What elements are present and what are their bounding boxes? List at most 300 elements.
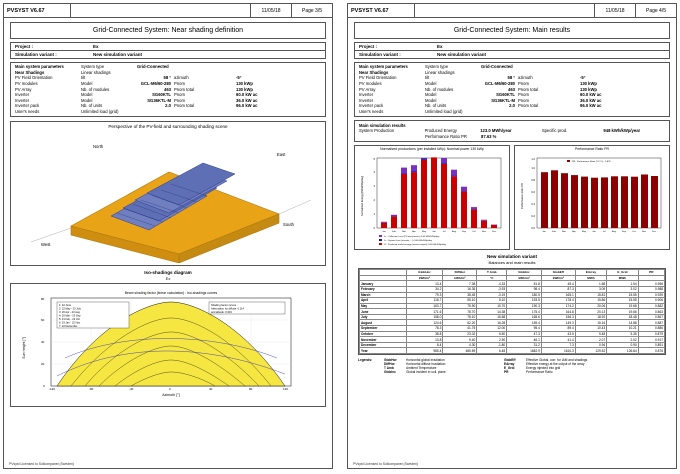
legend-key: GlobHor (384, 358, 397, 363)
svg-text:7: 22 December: 7: 22 December (59, 325, 78, 329)
param-name: Inverter (359, 92, 374, 98)
svg-text:6: 19 Jan - 22 Nov: 6: 19 Jan - 22 Nov (59, 321, 81, 325)
project-info-box (10, 42, 326, 59)
cell-value: 16.28 (477, 320, 507, 326)
cell-value: 5.35 (607, 331, 638, 337)
th-egrid: E_Grid (607, 270, 638, 276)
page-header-right (348, 4, 676, 18)
cell-value: 485.59 (443, 348, 477, 354)
svg-text:Aug: Aug (612, 231, 616, 234)
app-logo: PVSYST V6.67 (4, 4, 71, 17)
cell-value: 175.4 (507, 309, 542, 315)
cell-value: 126.84 (607, 348, 638, 354)
param-sub2: Pnom total (174, 103, 195, 109)
svg-text:Nov: Nov (642, 231, 646, 234)
cell-value: 31.2 (507, 342, 542, 348)
param-val2: 130 kWp (580, 81, 597, 87)
table-body (360, 281, 665, 354)
chart1-caption: Normalized productions (per installed kWp): Nominal power 130 kWp (380, 147, 484, 152)
param-val: SG36KTL-M (491, 97, 515, 103)
cell-value: 14.88 (607, 320, 638, 326)
cell-value: 15.81 (575, 292, 606, 298)
cell-value: 75.90 (443, 303, 477, 309)
params-head: Main system parameters (15, 64, 64, 70)
cell-value: 163.7 (406, 303, 443, 309)
svg-text:40: 40 (41, 340, 45, 345)
compass-south: South (283, 222, 294, 228)
param-val: 463 (164, 86, 171, 92)
cell-value: 178.4 (541, 298, 575, 304)
legend-key: EArray (504, 362, 515, 367)
cell-value: 13.4 (406, 281, 443, 287)
svg-text:60: 60 (41, 318, 45, 323)
cell-value: 19.68 (607, 303, 638, 309)
param-name: Near Shadings (15, 69, 45, 75)
iso-title-text: Beam shading factor (linear calculation) : Iso-shadings curves (124, 291, 218, 296)
cell-value: 15.86 (575, 298, 606, 304)
cell-value: 0.917 (638, 337, 664, 343)
app-logo: PVSYST V6.67 (348, 4, 415, 17)
cell-value: 118.7 (406, 298, 443, 304)
param-val: 58 ° (163, 75, 171, 81)
row-label: December (360, 342, 407, 348)
cell-value: 89.4 (541, 326, 575, 332)
system-type-label: System type (81, 64, 105, 70)
header-page-number: Page 3/5 (291, 4, 332, 17)
svg-text:Apr: Apr (412, 231, 416, 234)
project-label: Project : (15, 44, 34, 49)
param-val: 2.0 (509, 103, 515, 109)
svg-text:4: 20 Mar - 23 Sep: 4: 20 Mar - 23 Sep (59, 314, 81, 318)
legends-title: Legends: (358, 358, 373, 363)
cell-value: 20.06 (575, 303, 606, 309)
cell-value: 16.68 (477, 314, 507, 320)
param-sub2: azimuth (174, 75, 189, 81)
svg-text:0: 0 (373, 227, 375, 231)
page-title-box (10, 22, 326, 39)
svg-text:80: 80 (249, 387, 253, 392)
variant-label: Simulation variant : (359, 52, 401, 57)
svg-text:Sep: Sep (622, 231, 626, 234)
cell-value: 16.35 (443, 286, 477, 292)
compass-east: East (277, 152, 286, 158)
param-sub: Nb. of modules (81, 86, 110, 92)
param-sub: Model (81, 97, 93, 103)
cell-value: 0.876 (638, 348, 664, 354)
cell-value: 0.867 (638, 314, 664, 320)
svg-text:Lc : Collection Loss (PV-array: Lc : Collection Loss (PV-array losses) 0.45 kWh/kWp/day (384, 236, 440, 239)
row-label: February (360, 286, 407, 292)
iso-chart-svg (11, 284, 327, 406)
svg-text:1.2: 1.2 (531, 158, 535, 162)
svg-text:May: May (581, 231, 587, 234)
project-row (11, 43, 325, 50)
svg-text:Attenuation for diffuse: 0.114: Attenuation for diffuse: 0.114 (211, 307, 244, 311)
param-sub2: Pnom (518, 92, 529, 98)
cell-value: 0.879 (638, 331, 664, 337)
cell-value: 38.8 (406, 331, 443, 337)
svg-text:Jun: Jun (592, 231, 596, 234)
cell-value: 193.5 (507, 298, 542, 304)
cell-value: 2.07 (575, 337, 606, 343)
pr-value: 87.63 % (481, 133, 497, 139)
param-sub: Nb. of modules (425, 86, 454, 92)
page-main-results (347, 3, 677, 469)
row-label: June (360, 309, 407, 315)
svg-text:1: 22 June: 1: 22 June (59, 304, 72, 308)
param-val2: 96.0 kW ac (236, 103, 258, 109)
cell-value: 0.886 (638, 326, 664, 332)
param-val2: 36.0 kW ac (236, 97, 258, 103)
param-val2: 130 kWp (236, 81, 253, 87)
cell-value: 10.43 (575, 326, 606, 332)
cell-value: 2.02 (607, 337, 638, 343)
param-row (11, 109, 325, 115)
cell-value: 0.887 (638, 320, 664, 326)
svg-text:0.4: 0.4 (531, 203, 535, 207)
param-val2: 130 kWp (236, 86, 253, 92)
pr-label: Performance Ratio PR (425, 133, 467, 139)
page-title-box (354, 22, 670, 39)
svg-text:3: 20 Apr - 23 Aug: 3: 20 Apr - 23 Aug (59, 311, 80, 315)
cell-value: -0.19 (477, 292, 507, 298)
param-sub2: Pnom (174, 81, 185, 87)
cell-value: 95.4 (507, 326, 542, 332)
charts-row (354, 145, 670, 250)
legend-value: Energy injected into grid (526, 366, 561, 371)
param-sub2: Pnom (518, 97, 529, 103)
th-globeff: GlobEff (541, 270, 575, 276)
param-val: SG36KTL-M (147, 97, 171, 103)
iso-subcaption: Ex (165, 276, 171, 282)
cell-value: 5.10 (477, 298, 507, 304)
svg-text:80: 80 (41, 297, 45, 302)
param-sub2: azimuth (518, 75, 533, 81)
header-date: 11/05/18 (250, 4, 291, 17)
svg-text:4: 4 (373, 171, 375, 175)
svg-text:40: 40 (209, 387, 213, 392)
tu-globinc: kWh/m² (507, 275, 542, 281)
param-sub2: Pnom (174, 92, 185, 98)
param-name: PV modules (15, 81, 38, 87)
svg-text:Aug: Aug (452, 231, 456, 234)
cell-value: 4.30 (443, 342, 477, 348)
cell-value: 19.66 (607, 309, 638, 315)
svg-text:5: 21 Feb - 23 Oct: 5: 21 Feb - 23 Oct (59, 318, 80, 322)
cell-value: 174.2 (541, 303, 575, 309)
cell-value: 0.988 (638, 286, 664, 292)
specific-value: 948 kWh/kWp/year (603, 128, 641, 134)
cell-value: 43.5 (541, 331, 575, 337)
cell-value: 165.1 (541, 292, 575, 298)
cell-value: 10.21 (607, 326, 638, 332)
legend-key: GlobEff (504, 358, 516, 363)
cell-value: 1682.9 (507, 348, 542, 354)
chart1-ylabel-text: Normalized Energy [kWh/kWp/day] (361, 176, 364, 217)
param-sub: Model (425, 92, 437, 98)
svg-text:0.0: 0.0 (531, 227, 535, 231)
cell-value: 985.4 (406, 348, 443, 354)
produced-label: Produced Energy (424, 128, 457, 134)
legend-value: Global incident in coll. plane (406, 370, 446, 375)
param-sub2: Pnom total (518, 86, 539, 92)
scene-svg (11, 130, 325, 263)
tu-egrid: MWh (607, 275, 638, 281)
svg-text:Jun: Jun (432, 231, 436, 234)
cell-value: 15.55 (607, 298, 638, 304)
svg-text:0: 0 (43, 384, 45, 389)
th-diffhor: DiffHor (443, 270, 477, 276)
param-sub2: Pnom total (174, 86, 195, 92)
svg-text:Mar: Mar (402, 231, 406, 234)
svg-text:Mar: Mar (562, 231, 566, 234)
svg-text:Feb: Feb (392, 231, 396, 234)
table-row (360, 348, 665, 354)
chart2-ylabel-text: Performance Ratio PR (521, 183, 524, 210)
row-label: March (360, 292, 407, 298)
results-head: Main simulation results (359, 122, 406, 128)
param-row (355, 109, 669, 115)
cell-value: 0.956 (638, 281, 664, 287)
cell-value: 34.2 (406, 286, 443, 292)
param-name: PV Array (359, 86, 376, 92)
header-spacer (415, 4, 594, 17)
header-page-number: Page 4/5 (635, 4, 676, 17)
tu-globeff: kWh/m² (541, 275, 575, 281)
legends-col-left (384, 358, 504, 374)
cell-value: 45.4 (541, 281, 575, 287)
results-sub: System Production (359, 128, 395, 134)
param-name: PV Field Orientation (15, 75, 53, 81)
param-sub2: Pnom total (518, 103, 539, 109)
param-val: SG60KTL (152, 92, 171, 98)
param-sub2: Pnom (518, 81, 529, 87)
param-sub: tilt (81, 75, 86, 81)
results-row (355, 128, 669, 134)
cell-value: 6.48 (477, 348, 507, 354)
param-sub: Unlimited load (grid) (425, 109, 463, 115)
chart1-svg (355, 152, 507, 248)
main-system-parameters-left (10, 62, 326, 117)
param-val: SG60KTL (496, 92, 515, 98)
cell-value: 0.906 (638, 298, 664, 304)
param-sub: Model (81, 81, 93, 87)
row-label: July (360, 314, 407, 320)
svg-text:120: 120 (283, 387, 289, 392)
row-label: May (360, 303, 407, 309)
cell-value: 13.8 (406, 337, 443, 343)
variant-value: New simulation variant (437, 52, 487, 57)
legend-value: Effective Global, corr. for IAM and shadings (526, 358, 588, 363)
pv-field-3d-scene (11, 130, 325, 265)
legends-col-right (504, 358, 624, 374)
cell-value: 78.3 (406, 326, 443, 332)
legend-value: Performance Ratio (526, 370, 553, 375)
cell-value: 171.6 (406, 309, 443, 315)
th-pr: PR (638, 270, 664, 276)
cell-value: 20.13 (575, 309, 606, 315)
project-row (355, 43, 669, 50)
cell-value: 18.48 (607, 314, 638, 320)
param-val: 2.0 (165, 103, 171, 109)
page-title: Grid-Connected System: Near shading definition (92, 27, 244, 34)
cell-value: 46.1 (507, 337, 542, 343)
legends-title-col (358, 358, 384, 374)
param-val2: 60.0 kW ac (580, 92, 602, 98)
cell-value: 129.52 (575, 348, 606, 354)
param-sub: Nb. of units (425, 103, 447, 109)
cell-value: 158.0 (406, 314, 443, 320)
svg-text:Dec: Dec (492, 231, 496, 234)
compass-north: North (93, 144, 104, 150)
th-earray: EArray (575, 270, 606, 276)
main-simulation-results (354, 120, 670, 142)
svg-text:0.8: 0.8 (531, 179, 535, 183)
legend-value: Horizontal global irradiation (406, 358, 445, 363)
param-sub2: Pnom (174, 97, 185, 103)
cell-value: 0.882 (638, 303, 664, 309)
svg-text:Feb: Feb (552, 231, 556, 234)
svg-text:Shading factor curves :: Shading factor curves : (211, 304, 238, 308)
iso-shading-panel (10, 283, 326, 407)
param-name: Inverter (15, 97, 30, 103)
legend-item (384, 370, 498, 374)
specific-label: Specific prod. (541, 128, 568, 134)
project-info-box (354, 42, 670, 59)
param-val2: 96.0 kW ac (580, 103, 602, 109)
svg-text:Nov: Nov (482, 231, 486, 234)
row-label: September (360, 326, 407, 332)
cell-value: 2.90 (477, 337, 507, 343)
cell-value: 0.90 (607, 342, 638, 348)
legend-key: GlobInc (384, 370, 396, 375)
row-label: October (360, 331, 407, 337)
cell-value: 98.4 (507, 286, 542, 292)
svg-text:1.0: 1.0 (531, 167, 535, 171)
svg-text:Dec: Dec (652, 231, 656, 234)
cell-value: 87.3 (541, 286, 575, 292)
param-sub: tilt (425, 75, 430, 81)
system-type-label: System type (425, 64, 449, 70)
svg-text:2: 22 May - 23 July: 2: 22 May - 23 July (59, 307, 81, 311)
balances-table (358, 268, 666, 355)
svg-text:May: May (421, 231, 427, 234)
cell-value: 149.3 (541, 320, 575, 326)
variant-row (11, 50, 325, 58)
param-sub: Linear shadings (81, 69, 111, 75)
produced-value: 123.0 MWh/year (480, 128, 512, 134)
table-subtitle: Balances and main results (488, 260, 536, 266)
iso-xlabel-text: Azimuth [°] (162, 393, 180, 398)
cell-value: 124.6 (406, 320, 443, 326)
param-sub: Unlimited load (grid) (81, 109, 119, 115)
pr-row (355, 134, 669, 140)
cell-value: 159.4 (507, 320, 542, 326)
param-name: User's needs (359, 109, 384, 115)
cell-value: 6.50 (477, 331, 507, 337)
svg-text:Jul: Jul (442, 231, 446, 234)
normalized-production-chart (354, 145, 510, 250)
param-val2: 60.0 kW ac (236, 92, 258, 98)
param-name: PV Array (15, 86, 32, 92)
cell-value: -1.80 (477, 342, 507, 348)
cell-value: 5.48 (575, 331, 606, 337)
main-system-parameters-right (354, 62, 670, 117)
cell-value: 3.02 (607, 286, 638, 292)
iso-chart (11, 284, 325, 406)
svg-text:Sep: Sep (462, 231, 466, 234)
cell-value: 156.3 (541, 314, 575, 320)
system-type-value: Grid-Connected (481, 64, 513, 70)
performance-ratio-chart (514, 145, 670, 250)
svg-text:5: 5 (373, 158, 375, 162)
param-sub: Linear shadings (425, 69, 455, 75)
param-name: PV modules (359, 81, 382, 87)
system-type-value: Grid-Connected (137, 64, 169, 70)
row-label: November (360, 337, 407, 343)
param-val2: 130 kWp (580, 86, 597, 92)
svg-text:Apr: Apr (572, 231, 576, 234)
cell-value: 51.8 (507, 281, 542, 287)
param-val: 58 ° (507, 75, 515, 81)
iso-caption: Iso-shadings diagram (144, 270, 192, 276)
header-date: 11/05/18 (594, 4, 635, 17)
tu-earray: MWh (575, 275, 606, 281)
param-sub: Model (425, 97, 437, 103)
cell-value: 18.92 (575, 314, 606, 320)
param-val: 463 (508, 86, 515, 92)
cell-value: -3.93 (477, 286, 507, 292)
svg-text:Oct: Oct (632, 231, 636, 234)
row-label: April (360, 298, 407, 304)
param-name: PV Field Orientation (359, 75, 397, 81)
svg-text:-80: -80 (89, 387, 94, 392)
cell-value: 15.16 (575, 320, 606, 326)
cell-value: 3.09 (575, 286, 606, 292)
project-value: Ex (93, 44, 99, 49)
svg-text:-120: -120 (49, 387, 56, 392)
legend-value: Effective energy at the output of the array (526, 362, 585, 367)
cell-value: 9.40 (443, 337, 477, 343)
param-name: User's needs (15, 109, 40, 115)
param-val2: -5° (580, 75, 586, 81)
tu-diffhor: kWh/m² (443, 275, 477, 281)
svg-text:-40: -40 (129, 387, 134, 392)
svg-text:0.2: 0.2 (531, 215, 535, 219)
legends (358, 358, 666, 374)
cell-value: 0.863 (638, 309, 664, 315)
cell-value: 23.02 (443, 331, 477, 337)
param-val2: -5° (236, 75, 242, 81)
pr-spacer (359, 134, 425, 139)
cell-value: 47.3 (507, 331, 542, 337)
param-name: Inverter (359, 97, 374, 103)
cell-value: 41.4 (541, 337, 575, 343)
row-label: January (360, 281, 407, 287)
cell-value: 7.3 (541, 342, 575, 348)
svg-text:0.6: 0.6 (531, 191, 535, 195)
param-name: Inverter pack (359, 103, 384, 109)
th-globinc: GlobInc (507, 270, 542, 276)
cell-value: 10.70 (477, 303, 507, 309)
cell-value: 1.54 (607, 281, 638, 287)
variant-value: New simulation variant (93, 52, 143, 57)
row-label: Year (360, 348, 407, 354)
svg-text:3: 3 (373, 185, 375, 189)
cell-value: 41.75 (443, 326, 477, 332)
variant-row (355, 50, 669, 58)
tu-tamb: °C (477, 275, 507, 281)
